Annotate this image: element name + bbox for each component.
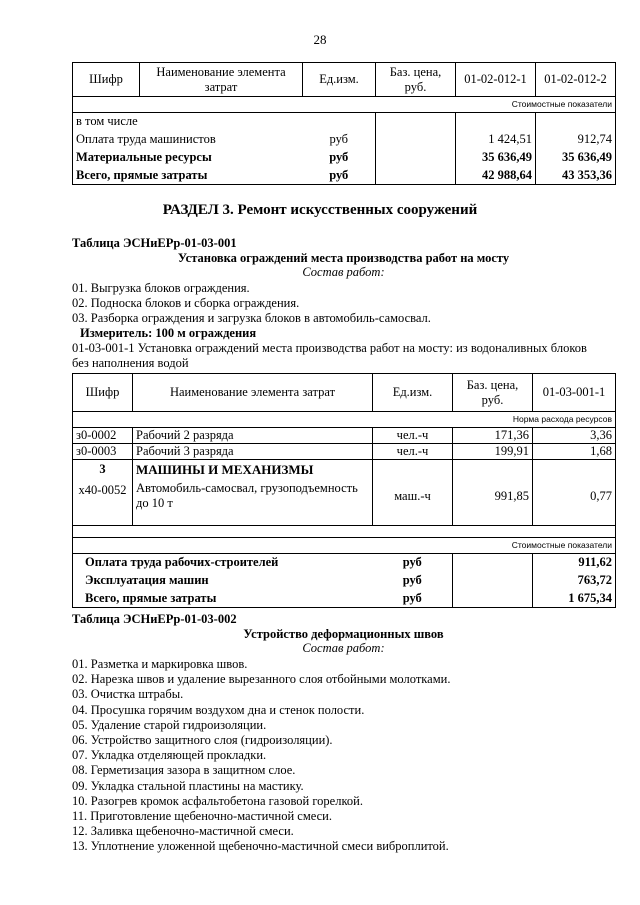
table-row	[73, 167, 616, 185]
row-value-2: 35 636,49	[536, 149, 616, 167]
row-unit: руб	[303, 149, 376, 167]
table-title-1: Установка ограждений места производства работ на мосту	[177, 251, 510, 265]
norm-label: Норма расхода ресурсов	[73, 412, 616, 428]
row-name: в том числе	[73, 113, 303, 131]
work-item: 04. Просушка горячим воздухом дна и стенок полости.	[72, 703, 365, 717]
composition-1: Состав работ:	[302, 265, 385, 279]
total-value: 763,72	[533, 572, 616, 590]
row-unit: чел.-ч	[373, 444, 453, 460]
total-unit: руб	[373, 554, 453, 572]
work-item: 06. Устройство защитного слоя (гидроизоляции).	[72, 733, 333, 747]
machine-value: 0,77	[533, 460, 616, 526]
table-row	[73, 113, 616, 131]
work-item: 01. Выгрузка блоков ограждения.	[72, 281, 250, 295]
row-name: Материальные ресурсы	[73, 149, 303, 167]
machine-unit: маш.-ч	[373, 460, 453, 526]
row-price: 171,36	[453, 428, 533, 444]
machine-name: Автомобиль-самосвал, грузоподъемность	[136, 481, 358, 495]
header-name: Наименование элемента затрат	[133, 374, 373, 412]
description-line-1: 01-03-001-1 Установка ограждений места производства работ на мосту: из водоналивных блоков	[72, 341, 587, 355]
work-item: 03. Очистка штрабы.	[72, 687, 184, 701]
group-code: 3	[99, 462, 106, 476]
composition-2: Состав работ:	[302, 641, 385, 655]
work-item: 12. Заливка щебеночно-мастичной смеси.	[72, 824, 294, 838]
header-name: Наименование элемента затрат	[140, 63, 303, 97]
header-col1: 01-02-012-1	[456, 63, 536, 97]
page-number: 28	[313, 32, 327, 47]
work-item: 03. Разборка ограждения и загрузка блоков в автомобиль-самосвал.	[72, 311, 431, 325]
header-unit: Ед.изм.	[373, 374, 453, 412]
total-unit: руб	[373, 590, 453, 608]
table-row	[73, 460, 616, 526]
work-item: 10. Разогрев кромок асфальтобетона газовой горелкой.	[72, 794, 363, 808]
work-item: 08. Герметизация зазора в защитном слое.	[72, 763, 296, 777]
table-row	[73, 572, 616, 590]
row-name: Рабочий 3 разряда	[133, 444, 373, 460]
work-item: 09. Укладка стальной пластины на мастику.	[72, 779, 304, 793]
machine-code: х40-0052	[78, 483, 127, 497]
row-value-1: 35 636,49	[456, 149, 536, 167]
cost-table-1	[72, 62, 616, 185]
table-row	[73, 444, 616, 460]
table-row	[73, 428, 616, 444]
row-unit: руб	[303, 131, 376, 149]
total-value: 911,62	[533, 554, 616, 572]
row-unit: руб	[303, 167, 376, 185]
row-name: Рабочий 2 разряда	[133, 428, 373, 444]
work-item: 13. Уплотнение уложенной щебеночно-мастичной смеси виброплитой.	[72, 839, 449, 853]
section-label: Стоимостные показатели	[73, 97, 616, 113]
row-value-1: 1 424,51	[456, 131, 536, 149]
table-row	[73, 590, 616, 608]
row-value-2: 912,74	[536, 131, 616, 149]
row-code: з0-0003	[73, 444, 133, 460]
header-unit: Ед.изм.	[303, 63, 376, 97]
row-name: Оплата труда машинистов	[73, 131, 303, 149]
work-item: 02. Нарезка швов и удаление вырезанного слоя отбойными молотками.	[72, 672, 451, 686]
total-name: Эксплуатация машин	[73, 572, 373, 590]
header-code: Шифр	[73, 374, 133, 412]
table-row	[73, 131, 616, 149]
header-col1: 01-03-001-1	[533, 374, 616, 412]
work-item: 02. Поднoска блоков и сборка ограждения.	[72, 296, 300, 310]
header-code: Шифр	[73, 63, 140, 97]
table-code-1: Таблица ЭСНиЕРр-01-03-001	[72, 236, 237, 250]
row-price: 199,91	[453, 444, 533, 460]
header-price: Баз. цена, руб.	[376, 63, 456, 97]
group-name: МАШИНЫ И МЕХАНИЗМЫ	[136, 462, 314, 477]
table-row	[73, 149, 616, 167]
row-name: Всего, прямые затраты	[73, 167, 303, 185]
resource-table-2	[72, 373, 616, 608]
row-value-1: 42 988,64	[456, 167, 536, 185]
total-unit: руб	[373, 572, 453, 590]
row-unit: чел.-ч	[373, 428, 453, 444]
machine-name-2: до 10 т	[136, 496, 173, 510]
description-line-2: без наполнения водой	[72, 356, 189, 370]
total-value: 1 675,34	[533, 590, 616, 608]
table-row	[73, 554, 616, 572]
meter: Измеритель: 100 м ограждения	[80, 326, 257, 340]
work-item: 01. Разметка и маркировка швов.	[72, 657, 248, 671]
table-title-2: Устройство деформационных швов	[243, 627, 444, 641]
cost-label: Стоимостные показатели	[73, 538, 616, 554]
row-code: з0-0002	[73, 428, 133, 444]
total-name: Оплата труда рабочих-строителей	[73, 554, 373, 572]
work-item: 05. Удаление старой гидроизоляции.	[72, 718, 267, 732]
header-price: Баз. цена, руб.	[453, 374, 533, 412]
total-name: Всего, прямые затраты	[73, 590, 373, 608]
work-item: 07. Укладка отделяющей прокладки.	[72, 748, 267, 762]
header-col2: 01-02-012-2	[536, 63, 616, 97]
row-value: 3,36	[533, 428, 616, 444]
work-item: 11. Приготовление щебеночно-мастичной смеси.	[72, 809, 332, 823]
table-code-2: Таблица ЭСНиЕРр-01-03-002	[72, 612, 237, 626]
section-title: РАЗДЕЛ 3. Ремонт искусственных сооружений	[162, 202, 478, 218]
row-value: 1,68	[533, 444, 616, 460]
row-value-2: 43 353,36	[536, 167, 616, 185]
machine-price: 991,85	[453, 460, 533, 526]
